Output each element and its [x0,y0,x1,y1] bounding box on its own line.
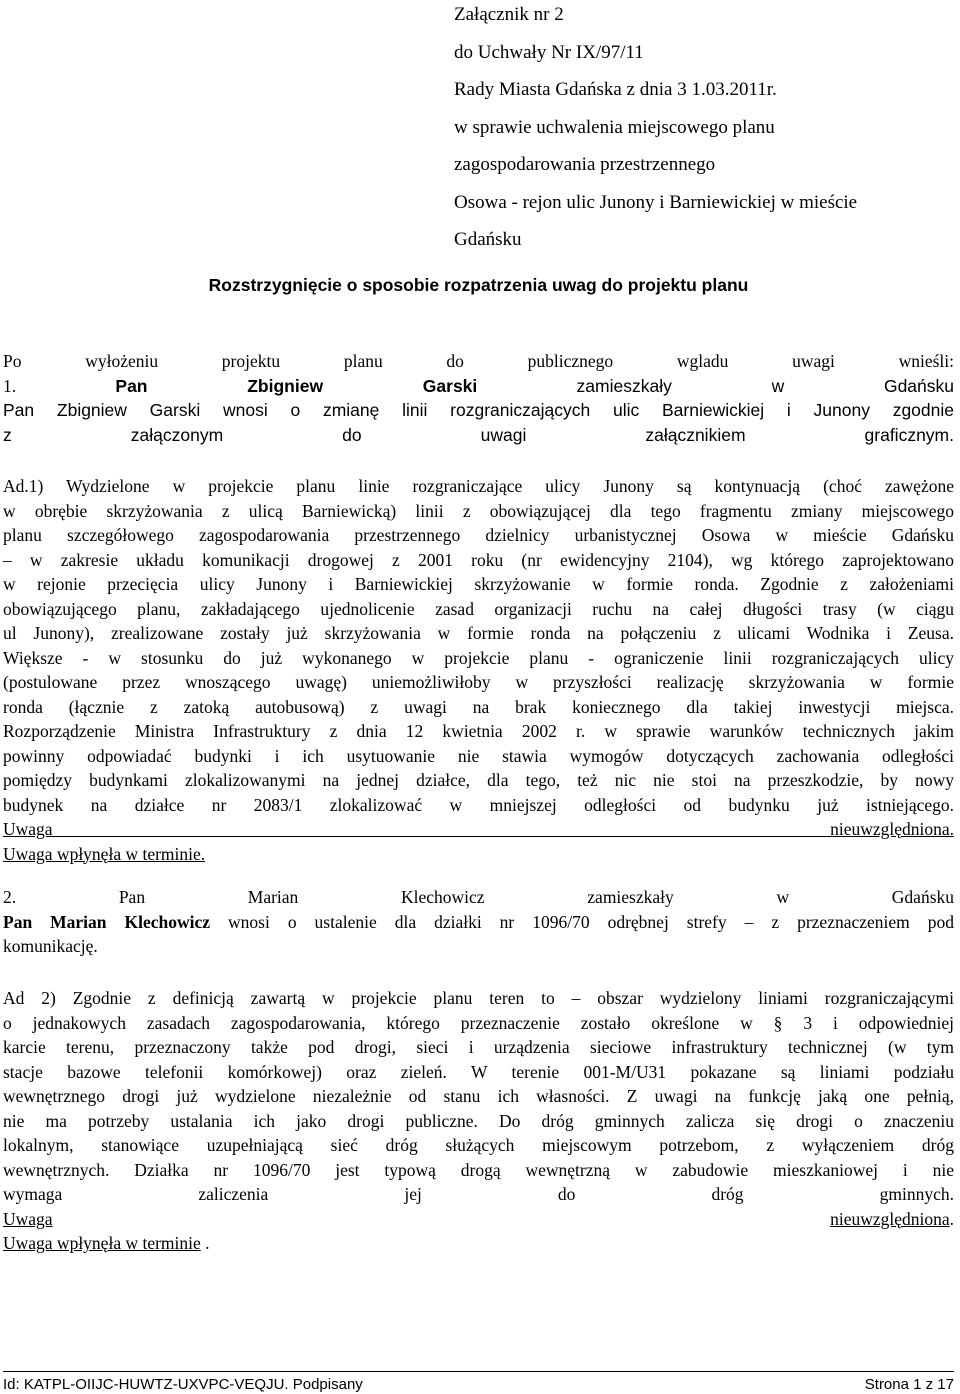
petitioner-line [3,374,954,399]
header-line: Załącznik nr 2 [454,4,564,25]
response-line: planu szczegółowego zagospodarowania przestrzennego dzielnicy urbanistycznej Osowa w mieście Gdańsku [3,525,954,545]
page-footer [3,1371,954,1393]
response-line: stacje bazowe telefonii komórkowej) oraz zieleń. W terenie 001-M/U31 pokazane są liniami podziału [3,1061,954,1082]
response-line: Większe - w stosunku do już wykonanego w projekcie planu - ograniczenie linii rozgraniczających ulicy [3,647,954,668]
intro-line: Po wyłożeniu projektu planu do publicznego wgladu uwagi wnieśli: [3,351,954,371]
request-name: Pan Marian Klechowicz [3,911,211,932]
section-2 [3,885,954,959]
response-1 [3,474,954,866]
header-line: zagospodarowania przestrzennego [454,154,716,175]
verdict-line [3,817,954,842]
document-page [3,0,954,1394]
verdict-line [3,1207,954,1232]
response-line: obowiązującego planu, zakładającego ujednolicenie zasad organizacji ruchu na całej długości trasy (w ciągu [3,598,954,619]
response-line: Ad.1) Wydzielone w projekcie planu linie rozgraniczające ulicy Junony są kontynuacją (choć zawężone [3,476,954,496]
petitioner-residence: zamieszkały w Gdańsku [576,375,955,396]
petitioner-line [3,885,954,910]
header-line: Gdańsku [454,229,522,250]
request-line [3,910,954,935]
response-line: wewnętrznego drogi już wydzielone niezależnie od stanu ich własności. Z uwagi na funkcję jaką one pełnią, [3,1086,954,1106]
attachment-header [454,0,954,265]
response-line: Ad 2) Zgodnie z definicją zawartą w projekcie planu teren to – obszar wydzielony liniami rozgraniczającymi [3,988,954,1008]
response-line: budynek na działce nr 2083/1 zlokalizować w mniejszej odległości od budynku już istniejącego. [3,794,954,815]
response-line: w rejonie przecięcia ulicy Junony i Barniewickiej skrzyżowanie w formie ronda. Zgodnie z założeniami [3,574,954,594]
response-line: o jednakowych zasadach zagospodarowania, którego przeznaczenie zostało określone w § 3 i odpowiedniej [3,1012,954,1033]
item-number: 1. [3,375,17,396]
response-line: powinny odpowiadać budynki i ich usytuowanie nie stawia wymogów dotyczących zachowania odległości [3,745,954,766]
timeliness-note: Uwaga wpłynęła w terminie. [3,843,206,864]
timeliness-period: . [205,1233,210,1253]
response-line: w obrębie skrzyżowania z ulicą Barniewicką) linii z obowiązującej dla tego fragmentu zmiany miejscowego [3,500,954,521]
response-line: – w zakresie układu komunikacji drogowej z 2001 roku (nr ewidencyjny 2104), wg którego zaprojektowano [3,549,954,570]
document-id: Id: KATPL-OIIJC-HUWTZ-UXVPC-VEQJU. Podpisany [3,1376,363,1393]
item-number: 2. [3,887,17,907]
response-line: Rozporządzenie Ministra Infrastruktury z dnia 12 kwietnia 2002 r. w sprawie warunków technicznych jakim [3,721,954,741]
header-line: w sprawie uchwalenia miejscowego planu [454,116,775,138]
section-1 [3,349,954,447]
verdict-value-group [830,1209,954,1229]
page-number: Strona 1 z 17 [864,1376,954,1393]
verdict-label: Uwaga [3,819,53,839]
petitioner-name: Pan Marian Klechowicz [118,887,485,907]
request-text: wnosi o ustalenie dla działki nr 1096/70 odrębnej strefy – z przeznaczeniem pod [210,911,955,932]
response-line: (postulowane przez wnoszącego uwagę) uniemożliwiłoby w przyszłości realizację skrzyżowania w formie [3,672,954,692]
petitioner-name: Pan Zbigniew Garski [115,375,478,396]
response-line: wymaga zaliczenia jej do dróg gminnych. [3,1184,954,1204]
document-heading: Rozstrzygnięcie o sposobie rozpatrzenia uwag do projektu planu [208,275,749,295]
header-line: do Uchwały Nr IX/97/11 [454,41,644,63]
request-line: komunikację. [3,936,98,956]
request-line: z załączonym do uwagi załącznikiem graficznym. [3,424,954,445]
verdict-label: Uwaga [3,1208,53,1229]
header-line: Rady Miasta Gdańska z dnia 3 1.03.2011r. [454,79,777,100]
timeliness-note: Uwaga wpłynęła w terminie [3,1233,201,1253]
response-line: wewnętrznych. Działka nr 1096/70 jest typową drogą wewnętrzną w zabudowie mieszkaniowej i nie [3,1159,954,1180]
response-line: ronda (łącznie z zatoką autobusową) z uwagi na brak koniecznego dla takiej inwestycji miejsca. [3,696,954,717]
header-line: Osowa - rejon ulic Junony i Barniewickiej w mieście [454,191,858,213]
verdict-value: nieuwzględniona. [830,819,954,839]
verdict-period: . [949,1208,954,1229]
response-line: ul Junony), zrealizowane zostały już skrzyżowania w formie ronda na połączeniu z ulicami Wodnika i Zeusa. [3,623,954,643]
response-2 [3,986,954,1256]
verdict-value: nieuwzględniona [830,1208,950,1229]
response-line: nie ma potrzeby ustalania ich jako drogi publiczne. Do dróg gminnych zalicza się drogi o znaczeniu [3,1110,954,1131]
timeliness-line [3,1231,954,1256]
petitioner-residence: zamieszkały w Gdańsku [587,887,955,907]
response-line: pomiędzy budynkami zlokalizowanymi na jednej działce, dla tego, też nic nie stoi na przeszkodzie, by nowy [3,770,954,790]
response-line: karcie terenu, przeznaczony także pod drogi, sieci i urządzenia sieciowe infrastruktury technicznej (w tym [3,1037,954,1057]
response-line: lokalnym, stanowiące uzupełniającą sieć dróg służących miejscowym potrzebom, z wyłączeniem dróg [3,1135,954,1155]
request-line: Pan Zbigniew Garski wnosi o zmianę linii rozgraniczających ulic Barniewickiej i Junony zgodnie [3,400,954,420]
